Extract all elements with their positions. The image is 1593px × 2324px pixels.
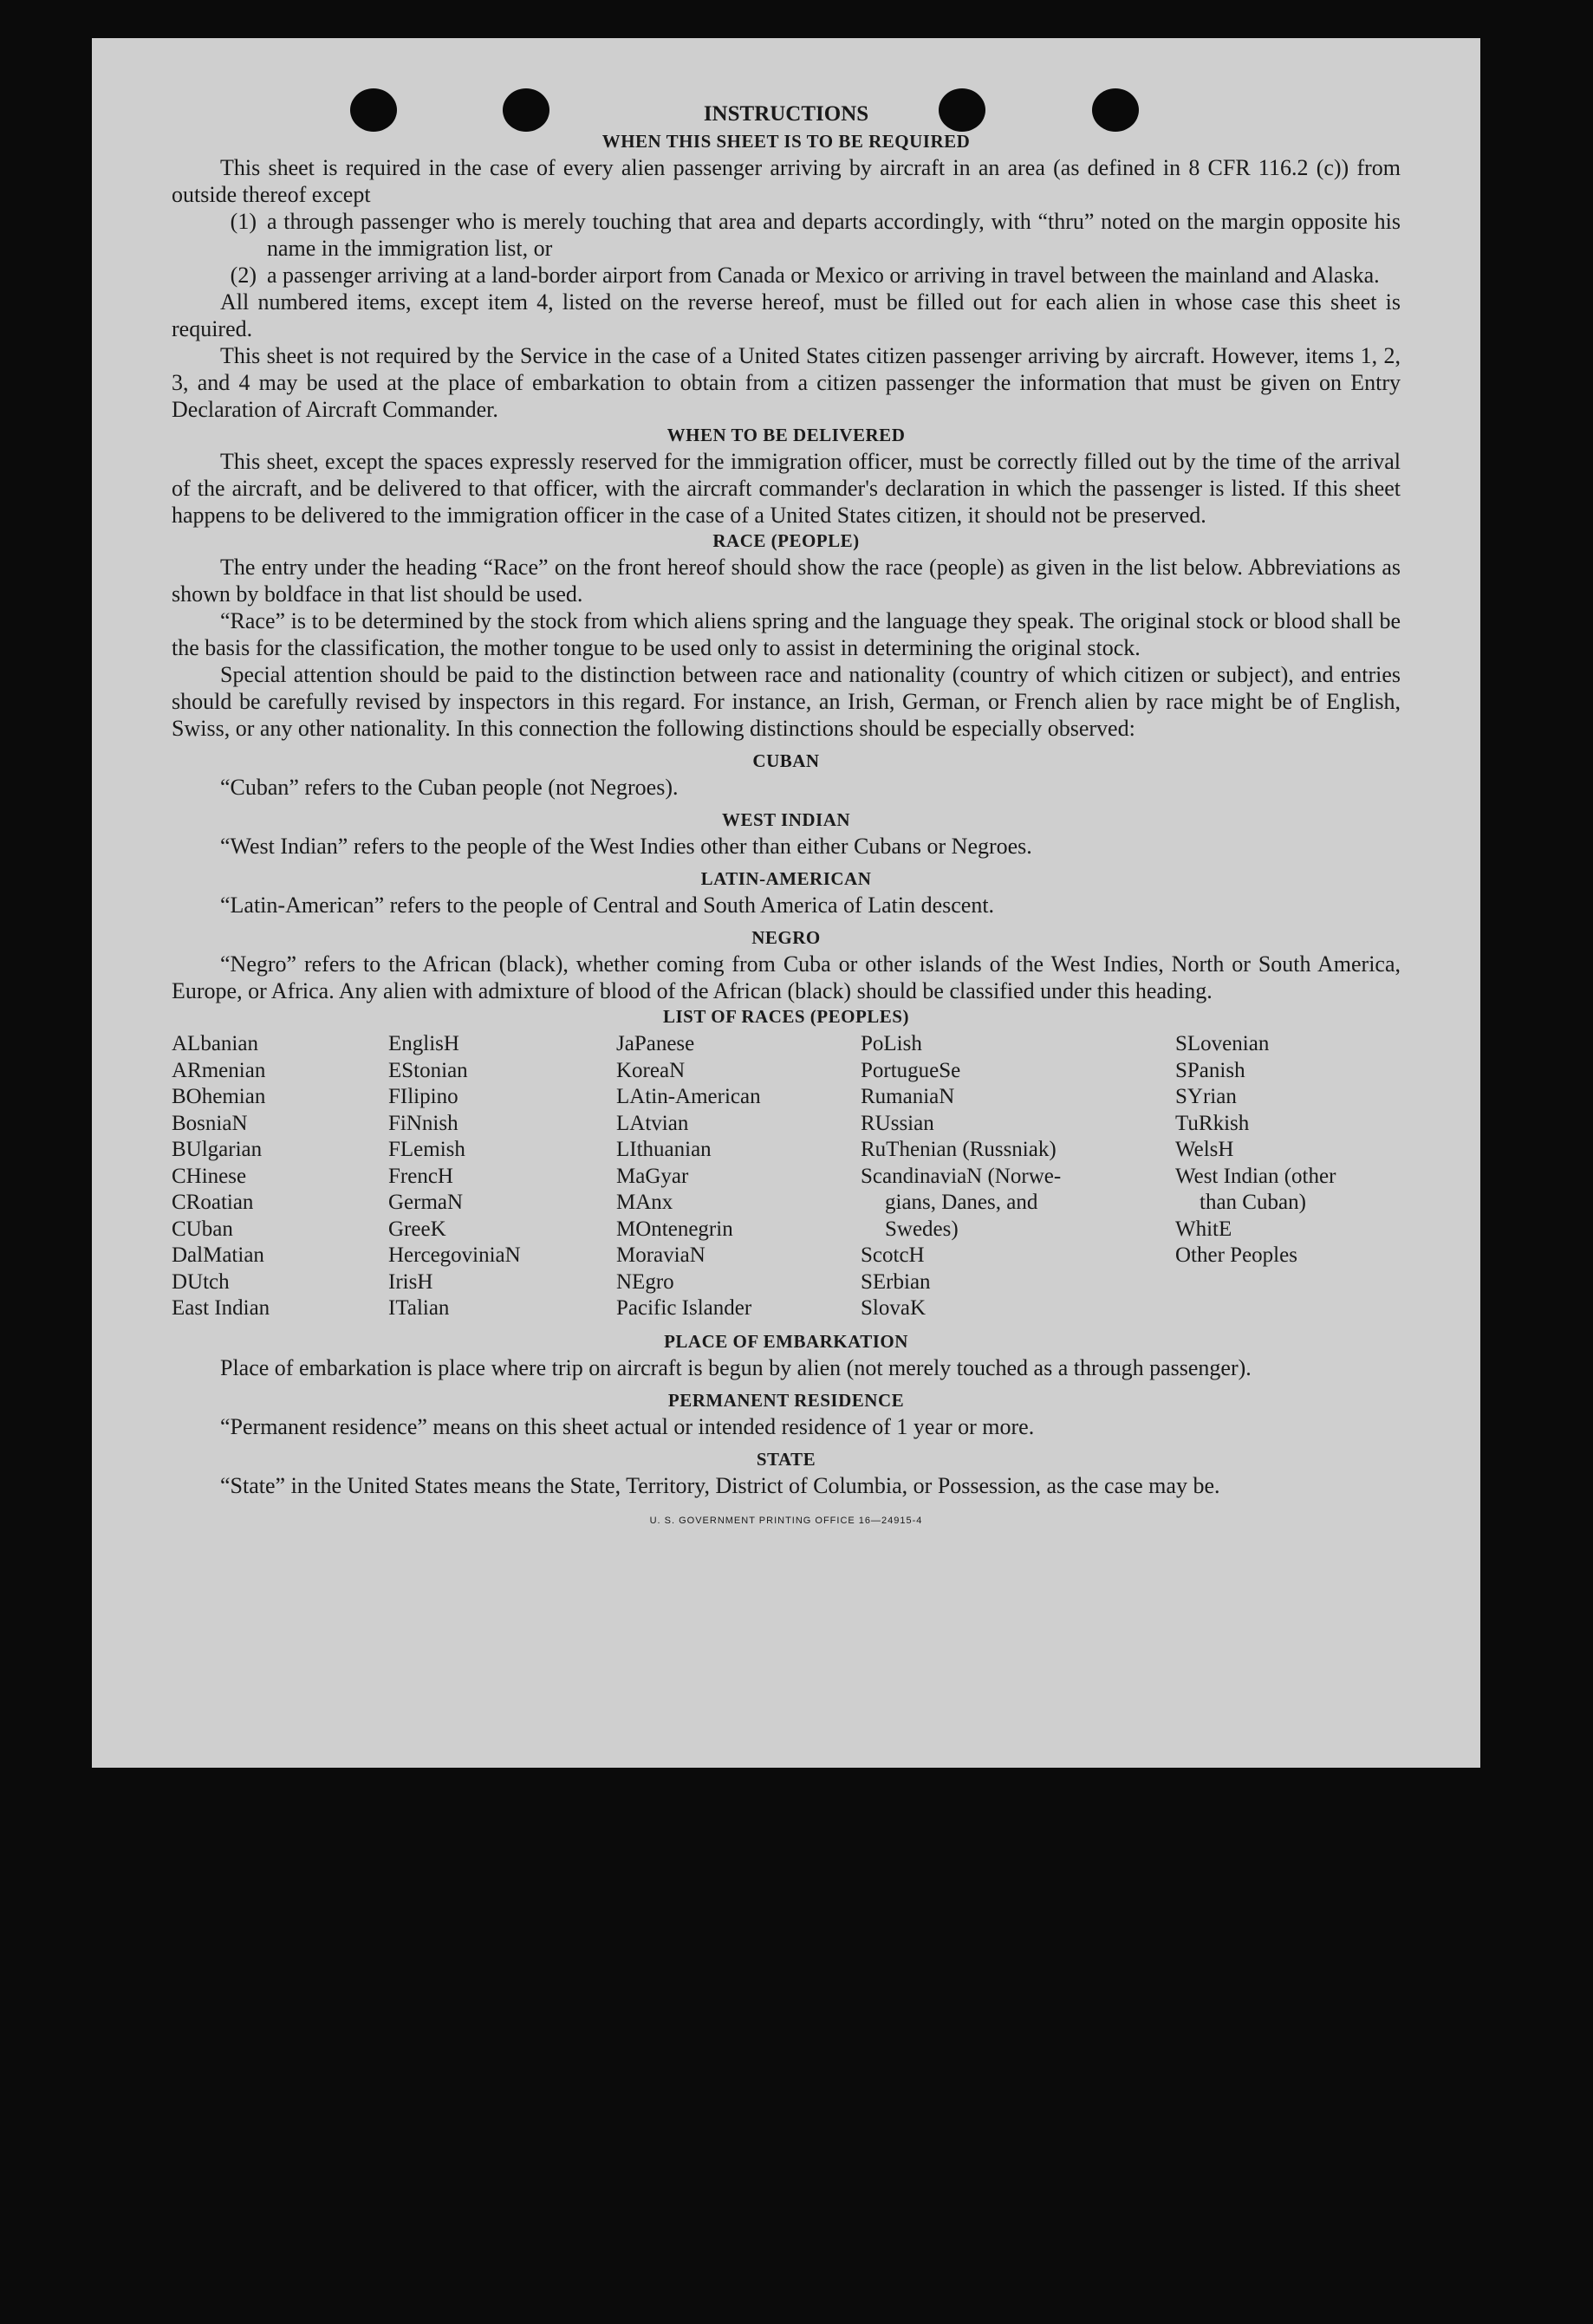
paragraph: Special attention should be paid to the distinction between race and nationality (country of which citizen or subject), and entries should be carefully revised by inspectors in this regard. For instance, an Irish, German, or French alien by race might be of English, Swiss, or any other nationality. In this connection the following distinctions should be especially observed: [172,662,1401,741]
race-item: MoraviaN [616,1243,705,1267]
race-item: MAnx [616,1191,673,1214]
item-number: (2) [230,263,257,288]
paragraph: “Cuban” refers to the Cuban people (not Negroes). [220,775,679,800]
race-item: CRoatian [172,1191,254,1214]
page-title: INSTRUCTIONS [703,102,869,126]
race-item: GermaN [388,1191,464,1214]
race-item: SlovaK [861,1296,926,1320]
race-item: LAtvian [616,1111,689,1135]
race-item: FiNnish [388,1111,458,1135]
section-heading: LATIN-AMERICAN [700,868,872,889]
race-item: MOntenegrin [616,1217,733,1241]
section-heading: WHEN THIS SHEET IS TO BE REQUIRED [601,131,971,152]
race-item: LIthuanian [616,1138,712,1161]
paragraph: This sheet is required in the case of every alien passenger arriving by aircraft in an area (as defined in 8 CFR 116.2 (c)) from outside thereof except [172,155,1401,207]
race-item: CUban [172,1217,233,1241]
race-item: WhitE [1175,1217,1232,1241]
paragraph: This sheet, except the spaces expressly reserved for the immigration officer, must be correctly filled out by the time of the arrival of the aircraft, and be delivered to that officer, with the aircraft commander's declaration in which the passenger is listed. If this sheet happens to be delivered to the immigration officer in the case of a United States citizen, it should not be preserved. [172,449,1401,528]
race-item: FrencH [388,1164,453,1188]
race-item: BosniaN [172,1111,248,1135]
race-item: West Indian (other [1175,1164,1336,1188]
race-item-continued: Swedes) [885,1217,959,1241]
paragraph: “Permanent residence” means on this sheet actual or intended residence of 1 year or more. [220,1413,1035,1439]
instructions-page [172,101,1401,1535]
item-text: a passenger arriving at a land-border airport from Canada or Mexico or arriving in travel between the mainland and Alaska. [267,263,1380,288]
list-item [172,262,1401,289]
paragraph: “State” in the United States means the State, Territory, District of Columbia, or Possession, as the case may be. [220,1472,1220,1498]
printer-imprint: U. S. GOVERNMENT PRINTING OFFICE 16—24915-4 [649,1515,923,1526]
race-item: LAtin-American [616,1085,761,1108]
race-item: KoreaN [616,1058,686,1082]
race-item: PortugueSe [861,1058,961,1082]
race-item: CHinese [172,1164,247,1188]
race-item: HercegoviniaN [388,1243,521,1267]
section-heading: NEGRO [751,927,821,948]
race-item-continued: than Cuban) [1200,1191,1306,1214]
race-item: DalMatian [172,1243,264,1267]
paragraph: “West Indian” refers to the people of the West Indies other than either Cubans or Negroes. [220,834,1032,859]
paragraph: “Race” is to be determined by the stock from which aliens spring and the language they speak. The original stock or blood shall be the basis for the classification, the mother tongue to be used only to assist in determining the original stock. [172,608,1401,660]
item-text: a through passenger who is merely touching that area and departs accordingly, with “thru” noted on the margin opposite his name in the immigration list, or [267,209,1401,261]
races-column [1175,1031,1401,1322]
section-heading: RACE (PEOPLE) [712,530,860,551]
race-item: PoLish [861,1032,922,1055]
race-item: SErbian [861,1269,931,1294]
paragraph: This sheet is not required by the Service in the case of a United States citizen passenger arriving by aircraft. However, items 1, 2, 3, and 4 may be used at the place of embarkation to obtain from a citizen passenger the information that must be given on Entry Declaration of Aircraft Commander. [172,343,1401,422]
race-item: TuRkish [1175,1111,1250,1135]
section-heading: STATE [756,1448,816,1470]
race-item: RuThenian (Russniak) [861,1138,1057,1161]
race-item: ScotcH [861,1243,925,1267]
section-heading: WEST INDIAN [721,809,851,830]
race-item: Other Peoples [1175,1243,1297,1267]
race-item: WelsH [1175,1138,1234,1161]
race-item: FLemish [388,1138,465,1161]
race-item: East Indian [172,1296,270,1320]
paragraph: All numbered items, except item 4, listed on the reverse hereof, must be filled out for each alien in whose case this sheet is required. [172,289,1401,341]
section-heading: LIST OF RACES (PEOPLES) [663,1006,909,1027]
races-column [172,1031,388,1322]
race-item: IrisH [388,1269,433,1294]
section-heading: PERMANENT RESIDENCE [667,1389,905,1411]
races-column [388,1031,616,1322]
race-item: ALbanian [172,1032,258,1055]
races-column [861,1031,1175,1322]
race-item: RUssian [861,1111,934,1135]
races-list [172,1031,1401,1322]
race-item: BUlgarian [172,1138,263,1161]
race-item: DUtch [172,1269,230,1294]
race-item: NEgro [616,1269,674,1294]
races-column [616,1031,861,1322]
race-item: ScandinaviaN (Norwe- [861,1164,1062,1188]
exceptions-list [172,208,1401,289]
paragraph: Place of embarkation is place where trip on aircraft is begun by alien (not merely touched as a through passenger). [220,1354,1252,1380]
item-number: (1) [230,209,257,234]
race-item: ITalian [388,1296,450,1320]
race-item: EnglisH [388,1032,459,1055]
race-item: SPanish [1175,1058,1245,1082]
list-item [172,208,1401,262]
race-item: ARmenian [172,1058,266,1082]
section-heading: CUBAN [752,750,820,771]
race-item: GreeK [388,1217,446,1241]
race-item: MaGyar [616,1164,689,1188]
document-sheet [92,38,1480,1768]
race-item: BOhemian [172,1085,266,1108]
race-item: JaPanese [616,1032,695,1055]
section-heading: PLACE OF EMBARKATION [664,1330,908,1352]
race-item: EStonian [388,1058,468,1082]
race-item: RumaniaN [861,1085,955,1108]
race-item: SLovenian [1175,1032,1270,1055]
race-item: SYrian [1175,1085,1237,1108]
race-item: Pacific Islander [616,1296,752,1320]
paragraph: The entry under the heading “Race” on the front hereof should show the race (people) as given in the list below. Abbreviations as shown by boldface in that list should be used. [172,555,1401,607]
paragraph: “Latin-American” refers to the people of Central and South America of Latin descent. [220,893,995,918]
race-item: FIlipino [388,1085,458,1108]
race-item-continued: gians, Danes, and [885,1191,1038,1214]
paragraph: “Negro” refers to the African (black), whether coming from Cuba or other islands of the West Indies, North or South America, Europe, or Africa. Any alien with admixture of blood of the African (black) should be classified under this heading. [172,951,1401,1003]
section-heading: WHEN TO BE DELIVERED [666,425,906,445]
